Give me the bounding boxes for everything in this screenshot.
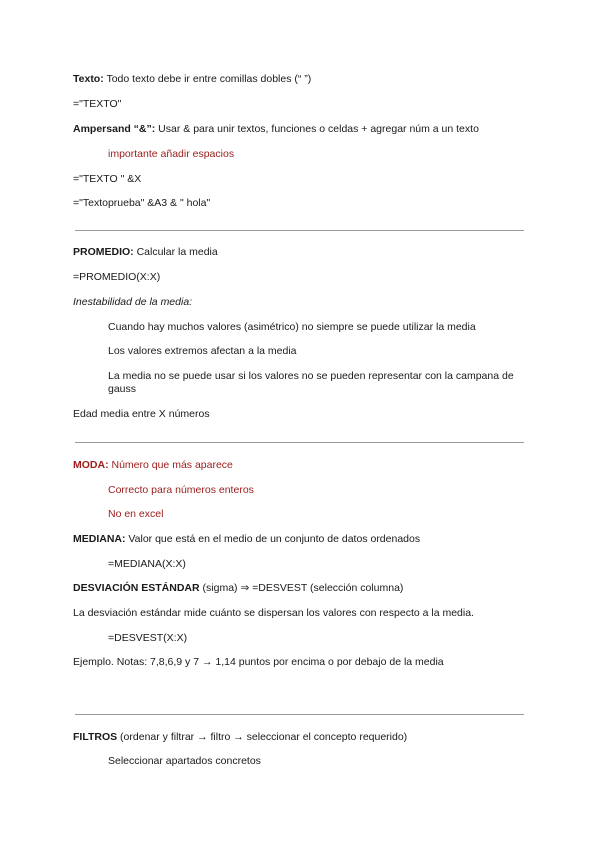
texto-example-1: ="TEXTO" (73, 98, 122, 110)
promedio-formula: =PROMEDIO(X:X) (73, 271, 161, 283)
ampersand-label: Ampersand “&”: (73, 123, 156, 135)
texto-label: Texto: (73, 73, 104, 85)
moda-label: MODA: (73, 459, 109, 471)
desviacion-line (73, 582, 403, 595)
mediana-formula: =MEDIANA(X:X) (108, 558, 186, 570)
divider-2 (75, 442, 524, 443)
filtros-line (73, 731, 407, 744)
moda-line (73, 459, 233, 472)
texto-example-2: ="TEXTO " &X (73, 173, 142, 185)
desviacion-example: Ejemplo. Notas: 7,8,6,9 y 7 → 1,14 puntos por encima o por debajo de la media (73, 656, 444, 668)
moda-note-1: Correcto para números enteros (108, 484, 254, 496)
moda-note-2: No en excel (108, 508, 164, 520)
mediana-line (73, 533, 420, 546)
desviacion-formula: =DESVEST(X:X) (108, 632, 188, 644)
inestabilidad-heading: Inestabilidad de la media: (73, 296, 193, 308)
divider-3 (75, 714, 524, 715)
promedio-label: PROMEDIO: (73, 246, 134, 258)
desviacion-label: DESVIACIÓN ESTÁNDAR (73, 582, 200, 594)
filtros-desc: (ordenar y filtrar → filtro → seleccionar el concepto requerido) (117, 731, 408, 743)
desviacion-desc: (sigma) ⇒ =DESVEST (selección columna) (199, 582, 404, 594)
edad-media-line: Edad media entre X números (73, 408, 210, 420)
mediana-desc: Valor que está en el medio de un conjunto de datos ordenados (125, 533, 421, 545)
texto-example-3: ="Textoprueba" &A3 & " hola" (73, 197, 211, 209)
texto-desc: Todo texto debe ir entre comillas dobles (“ ”) (103, 73, 312, 85)
mediana-label: MEDIANA: (73, 533, 126, 545)
ampersand-desc: Usar & para unir textos, funciones o celdas + agregar núm a un texto (155, 123, 479, 135)
filtros-note: Seleccionar apartados concretos (108, 755, 261, 767)
texto-line (73, 73, 311, 86)
moda-desc: Número que más aparece (108, 459, 233, 471)
ampersand-note: importante añadir espacios (108, 148, 235, 160)
filtros-label: FILTROS (73, 731, 118, 743)
divider-1 (75, 230, 524, 231)
promedio-desc: Calcular la media (133, 246, 218, 258)
promedio-line (73, 246, 218, 259)
inestabilidad-point-1: Cuando hay muchos valores (asimétrico) no siempre se puede utilizar la media (108, 321, 476, 333)
ampersand-line (73, 123, 479, 136)
inestabilidad-point-2: Los valores extremos afectan a la media (108, 345, 297, 357)
inestabilidad-point-3: La media no se puede usar si los valores no se pueden representar con la campana de gauss (108, 370, 514, 395)
desviacion-explain: La desviación estándar mide cuánto se dispersan los valores con respecto a la media. (73, 607, 474, 619)
